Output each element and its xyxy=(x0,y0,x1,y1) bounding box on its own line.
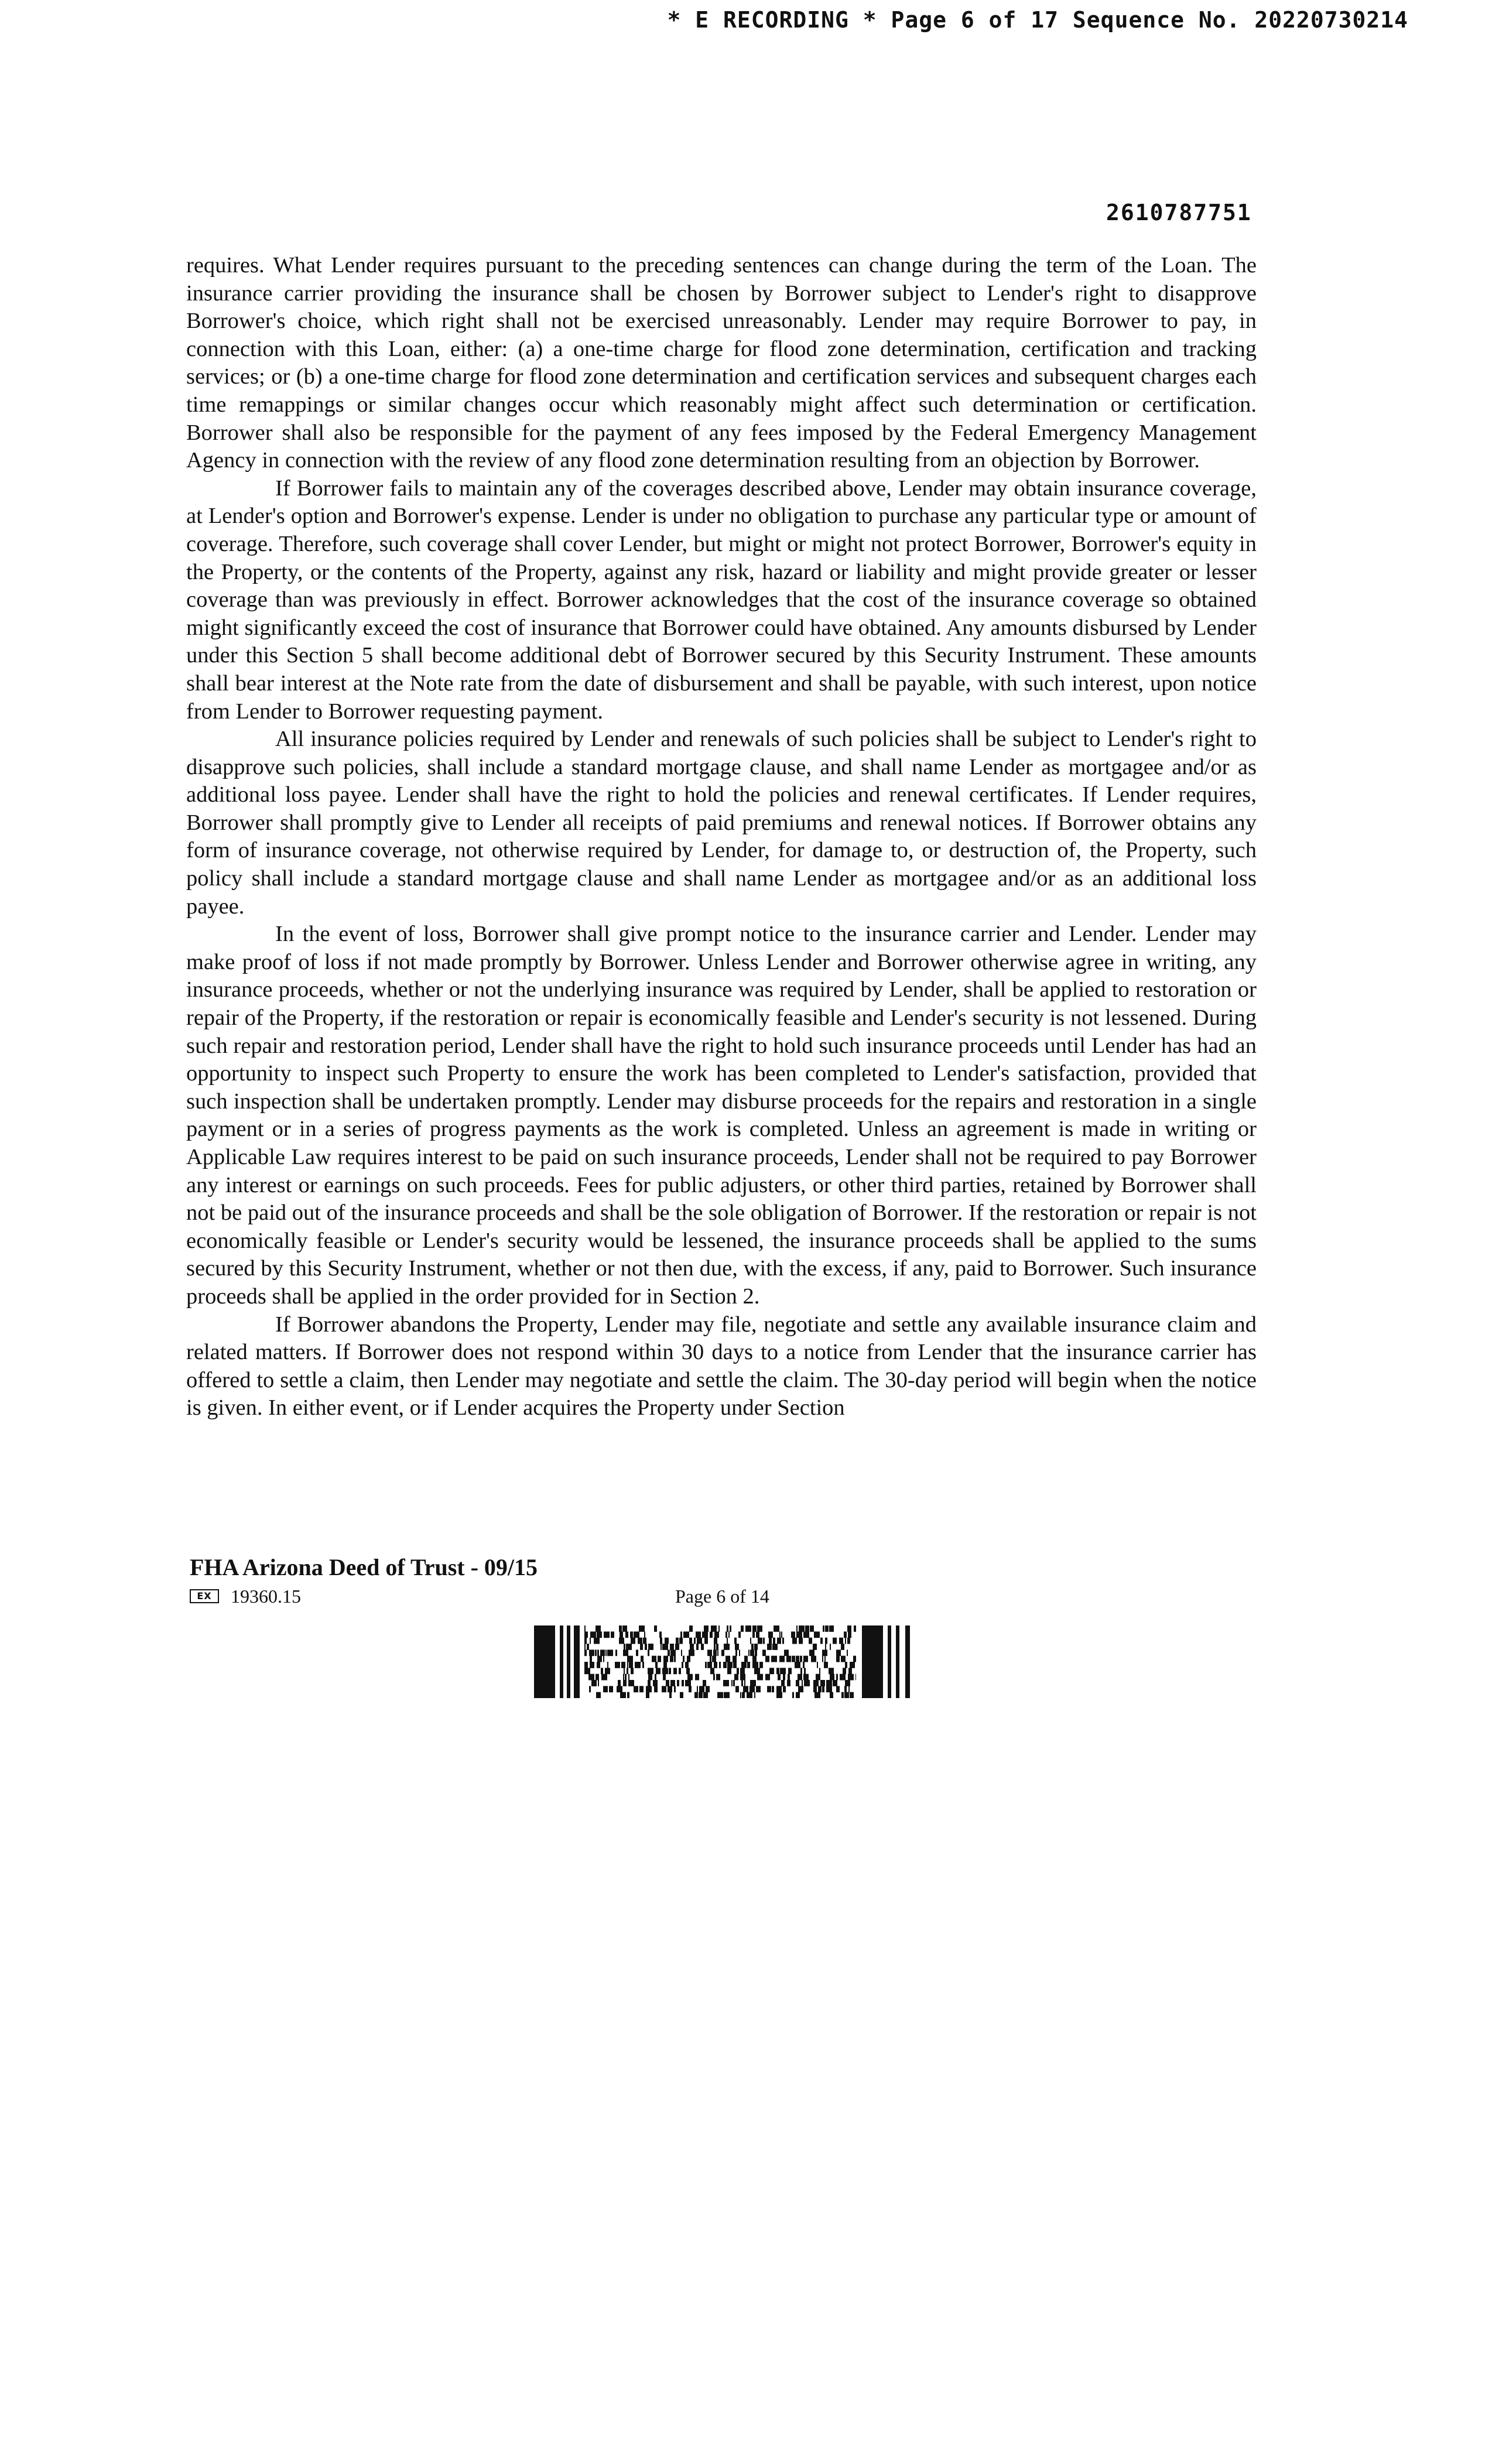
page-number: Page 6 of 14 xyxy=(675,1586,769,1607)
loan-number: 2610787751 xyxy=(1106,200,1252,225)
body-paragraph: If Borrower fails to maintain any of the coverages described above, Lender may obtain insurance coverage, at Lender's option and Borrower's expense. Lender is under no obligation to purchase any particular type or amount of coverage. Therefore, such coverage shall cover Lender, but might or might not protect Borrower, Borrower's equity in the Property, or the contents of the Property, against any risk, hazard or liability and might provide greater or lesser coverage than was previously in effect. Borrower acknowledges that the cost of the insurance coverage so obtained might significantly exceed the cost of insurance that Borrower could have obtained. Any amounts disbursed by Lender under this Section 5 shall become additional debt of Borrower secured by this Security Instrument. These amounts shall bear interest at the Note rate from the date of disbursement and shall be payable, with such interest, upon notice from Lender to Borrower requesting payment. xyxy=(186,475,1257,724)
barcode-icon xyxy=(534,1625,915,1698)
form-code: 19360.15 xyxy=(231,1586,301,1607)
ex-badge: EX xyxy=(190,1589,219,1603)
form-title: FHA Arizona Deed of Trust - 09/15 xyxy=(190,1554,538,1580)
footer-line xyxy=(190,1586,1009,1611)
body-paragraph: requires. What Lender requires pursuant to the preceding sentences can change during the term of the Loan. The insurance carrier providing the insurance shall be chosen by Borrower subject to Lender's right to disapprove Borrower's choice, which right shall not be exercised unreasonably. Lender may require Borrower to pay, in connection with this Loan, either: (a) a one-time charge for flood zone determination, certification and tracking services; or (b) a one-time charge for flood zone determination and certification services and subsequent charges each time remappings or similar changes occur which reasonably might affect such determination or certification. Borrower shall also be responsible for the payment of any fees imposed by the Federal Emergency Management Agency in connection with the review of any flood zone determination resulting from an objection by Borrower. xyxy=(186,253,1257,473)
recording-header: * E RECORDING * Page 6 of 17 Sequence No. 20220730214 xyxy=(667,7,1408,33)
body-paragraph: If Borrower abandons the Property, Lender may file, negotiate and settle any available insurance claim and related matters. If Borrower does not respond within 30 days to a notice from Lender that the insurance carrier has offered to settle a claim, then Lender may negotiate and settle the claim. The 30-day period will begin when the notice is given. In either event, or if Lender acquires the Property under Section xyxy=(186,1312,1257,1421)
body-paragraph: All insurance policies required by Lender and renewals of such policies shall be subject to Lender's right to disapprove such policies, shall include a standard mortgage clause, and shall name Lender as mortgagee and/or as additional loss payee. Lender shall have the right to hold the policies and renewal certificates. If Lender requires, Borrower shall promptly give to Lender all receipts of paid premiums and renewal notices. If Borrower obtains any form of insurance coverage, not otherwise required by Lender, for damage to, or destruction of, the Property, such policy shall include a standard mortgage clause and shall name Lender as mortgagee and/or as an additional loss payee. xyxy=(186,727,1257,919)
document-body xyxy=(186,252,1257,1422)
body-paragraph: In the event of loss, Borrower shall give prompt notice to the insurance carrier and Lender. Lender may make proof of loss if not made promptly by Borrower. Unless Lender and Borrower otherwise agree in writing, any insurance proceeds, whether or not the underlying insurance was required by Lender, shall be applied to restoration or repair of the Property, if the restoration or repair is economically feasible and Lender's security is not lessened. During such repair and restoration period, Lender shall have the right to hold such insurance proceeds until Lender has had an opportunity to inspect such Property to ensure the work has been completed to Lender's satisfaction, provided that such inspection shall be undertaken promptly. Lender may disburse proceeds for the repairs and restoration in a single payment or in a series of progress payments as the work is completed. Unless an agreement is made in writing or Applicable Law requires interest to be paid on such insurance proceeds, Lender shall not be required to pay Borrower any interest or earnings on such proceeds. Fees for public adjusters, or other third parties, retained by Borrower shall not be paid out of the insurance proceeds and shall be the sole obligation of Borrower. If the restoration or repair is not economically feasible or Lender's security would be lessened, the insurance proceeds shall be applied to the sums secured by this Security Instrument, whether or not then due, with the excess, if any, paid to Borrower. Such insurance proceeds shall be applied in the order provided for in Section 2. xyxy=(186,922,1257,1309)
